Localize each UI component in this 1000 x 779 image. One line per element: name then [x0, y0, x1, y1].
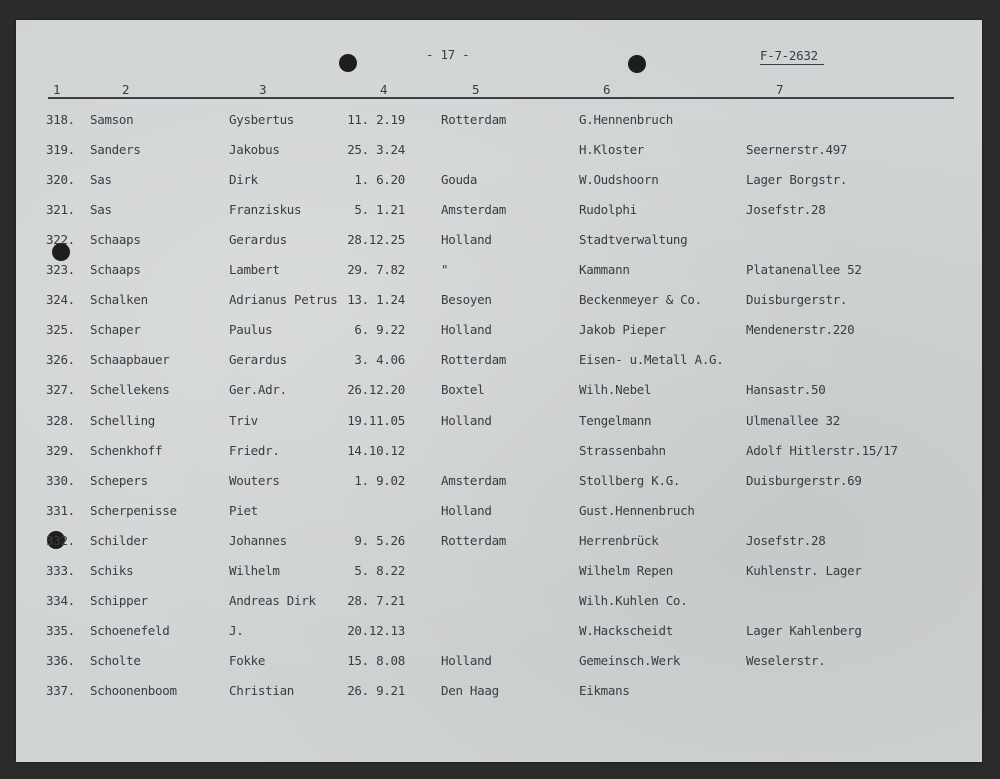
origin-cell: Rotterdam — [441, 532, 507, 548]
surname-cell: Schipper — [90, 592, 148, 608]
surname-cell: Schaper — [90, 322, 141, 338]
origin-cell: " — [441, 262, 449, 278]
employer-cell: Rudolphi — [579, 202, 637, 218]
table-row — [16, 503, 982, 523]
given-name-cell: Andreas Dirk — [229, 592, 316, 608]
surname-cell: Schaapbauer — [90, 352, 170, 368]
birth-date-cell: 1. 6.20 — [354, 172, 405, 188]
entry-number-cell: 323. — [46, 262, 75, 278]
address-cell: Josefstr.28 — [746, 532, 826, 548]
given-name-cell: Wouters — [229, 472, 280, 488]
column-header-4: 4 — [380, 82, 388, 97]
surname-cell: Schellekens — [90, 382, 170, 398]
birth-date-cell: 3. 4.06 — [354, 352, 405, 368]
given-name-cell: Wilhelm — [229, 562, 280, 578]
page-label: - 17 - — [426, 47, 470, 62]
entry-number-cell: 331. — [46, 502, 75, 518]
address-cell: Mendenerstr.220 — [746, 322, 855, 338]
birth-date-cell: 29. 7.82 — [347, 262, 405, 278]
employer-cell: W.Hackscheidt — [579, 622, 673, 638]
employer-cell: Gemeinsch.Werk — [579, 652, 681, 668]
origin-cell: Rotterdam — [441, 352, 507, 368]
entry-number-cell: 324. — [46, 292, 75, 308]
table-row — [16, 443, 982, 463]
table-row — [16, 623, 982, 643]
employer-cell: Eisen- u.Metall A.G. — [579, 352, 724, 368]
column-header-6: 6 — [603, 82, 611, 97]
surname-cell: Scherpenisse — [90, 502, 177, 518]
employer-cell: Kammann — [579, 262, 630, 278]
given-name-cell: Johannes — [229, 532, 287, 548]
table-row — [16, 142, 982, 162]
address-cell: Adolf Hitlerstr.15/17 — [746, 442, 898, 458]
given-name-cell: J. — [229, 622, 244, 638]
employer-cell: Herrenbrück — [579, 532, 659, 548]
surname-cell: Scholte — [90, 652, 141, 668]
origin-cell: Holland — [441, 322, 492, 338]
address-cell: Duisburgerstr. — [746, 292, 848, 308]
entry-number-cell: 325. — [46, 322, 75, 338]
origin-cell: Gouda — [441, 172, 478, 188]
entry-number-cell: 336. — [46, 652, 75, 668]
address-cell: Hansastr.50 — [746, 382, 826, 398]
employer-cell: Wilh.Nebel — [579, 382, 652, 398]
given-name-cell: Dirk — [229, 172, 258, 188]
origin-cell: Boxtel — [441, 382, 485, 398]
table-row — [16, 202, 982, 222]
address-cell: Platanenallee 52 — [746, 262, 862, 278]
surname-cell: Schilder — [90, 532, 148, 548]
table-row — [16, 292, 982, 312]
birth-date-cell: 14.10.12 — [347, 442, 405, 458]
entry-number-cell: 329. — [46, 442, 75, 458]
employer-cell: Strassenbahn — [579, 442, 666, 458]
punch-hole-top-right — [628, 55, 646, 73]
address-cell: Seernerstr.497 — [746, 142, 848, 158]
table-row — [16, 172, 982, 192]
birth-date-cell: 28.12.25 — [347, 232, 405, 248]
given-name-cell: Gerardus — [229, 232, 287, 248]
table-row — [16, 382, 982, 402]
surname-cell: Sas — [90, 202, 112, 218]
entry-number-cell: 328. — [46, 412, 75, 428]
table-row — [16, 473, 982, 493]
address-cell: Lager Borgstr. — [746, 172, 848, 188]
surname-cell: Schalken — [90, 292, 148, 308]
employer-cell: Jakob Pieper — [579, 322, 666, 338]
given-name-cell: Friedr. — [229, 442, 280, 458]
origin-cell: Besoyen — [441, 292, 492, 308]
entry-number-cell: 334. — [46, 592, 75, 608]
table-row — [16, 653, 982, 673]
table-row — [16, 413, 982, 433]
table-row — [16, 533, 982, 553]
table-row — [16, 232, 982, 252]
entry-number-cell: 332. — [46, 532, 75, 548]
origin-cell: Den Haag — [441, 682, 499, 698]
origin-cell: Amsterdam — [441, 202, 507, 218]
entry-number-cell: 320. — [46, 172, 75, 188]
address-cell: Duisburgerstr.69 — [746, 472, 862, 488]
given-name-cell: Gysbertus — [229, 112, 295, 127]
given-name-cell: Paulus — [229, 322, 273, 338]
table-row — [16, 112, 982, 132]
employer-cell: Tengelmann — [579, 412, 652, 428]
given-name-cell: Ger.Adr. — [229, 382, 287, 398]
address-cell: Weselerstr. — [746, 652, 826, 668]
given-name-cell: Triv — [229, 412, 258, 428]
table-row — [16, 322, 982, 342]
surname-cell: Schoonenboom — [90, 682, 177, 698]
birth-date-cell: 15. 8.08 — [347, 652, 405, 668]
entry-number-cell: 319. — [46, 142, 75, 158]
punch-hole-top-left — [339, 54, 357, 72]
birth-date-cell: 26. 9.21 — [347, 682, 405, 698]
column-header-2: 2 — [122, 82, 130, 97]
reference-underline — [760, 64, 824, 65]
surname-cell: Schiks — [90, 562, 134, 578]
entry-number-cell: 318. — [46, 112, 75, 127]
birth-date-cell: 1. 9.02 — [354, 472, 405, 488]
column-header-3: 3 — [259, 82, 267, 97]
entry-number-cell: 321. — [46, 202, 75, 218]
surname-cell: Schenkhoff — [90, 442, 163, 458]
origin-cell: Amsterdam — [441, 472, 507, 488]
surname-cell: Samson — [90, 112, 134, 127]
address-cell: Kuhlenstr. Lager — [746, 562, 862, 578]
origin-cell: Rotterdam — [441, 112, 507, 127]
table-row — [16, 683, 982, 703]
given-name-cell: Fokke — [229, 652, 266, 668]
address-cell: Lager Kahlenberg — [746, 622, 862, 638]
birth-date-cell: 28. 7.21 — [347, 592, 405, 608]
given-name-cell: Gerardus — [229, 352, 287, 368]
origin-cell: Holland — [441, 652, 492, 668]
entry-number-cell: 333. — [46, 562, 75, 578]
surname-cell: Schaaps — [90, 262, 141, 278]
employer-cell: Wilh.Kuhlen Co. — [579, 592, 688, 608]
origin-cell: Holland — [441, 502, 492, 518]
entry-number-cell: 337. — [46, 682, 75, 698]
entry-number-cell: 327. — [46, 382, 75, 398]
origin-cell: Holland — [441, 412, 492, 428]
entry-number-cell: 322. — [46, 232, 75, 248]
birth-date-cell: 5. 1.21 — [354, 202, 405, 218]
table-row — [16, 593, 982, 613]
column-header-1: 1 — [53, 82, 61, 97]
employer-cell: Gust.Hennenbruch — [579, 502, 695, 518]
table-row — [16, 352, 982, 372]
birth-date-cell: 11. 2.19 — [347, 112, 405, 127]
address-cell: Ulmenallee 32 — [746, 412, 840, 428]
table-row — [16, 563, 982, 583]
surname-cell: Sas — [90, 172, 112, 188]
surname-cell: Schelling — [90, 412, 156, 428]
birth-date-cell: 6. 9.22 — [354, 322, 405, 338]
birth-date-cell: 9. 5.26 — [354, 532, 405, 548]
employer-cell: Stadtverwaltung — [579, 232, 688, 248]
employer-cell: G.Hennenbruch — [579, 112, 673, 127]
origin-cell: Holland — [441, 232, 492, 248]
surname-cell: Schepers — [90, 472, 148, 488]
table-row — [16, 262, 982, 282]
birth-date-cell: 25. 3.24 — [347, 142, 405, 158]
given-name-cell: Piet — [229, 502, 258, 518]
employer-cell: Eikmans — [579, 682, 630, 698]
given-name-cell: Christian — [229, 682, 295, 698]
employer-cell: Wilhelm Repen — [579, 562, 673, 578]
column-header-5: 5 — [472, 82, 480, 97]
given-name-cell: Franziskus — [229, 202, 302, 218]
document-sheet — [16, 20, 982, 762]
given-name-cell: Jakobus — [229, 142, 280, 158]
birth-date-cell: 19.11.05 — [347, 412, 405, 428]
birth-date-cell: 5. 8.22 — [354, 562, 405, 578]
surname-cell: Schaaps — [90, 232, 141, 248]
entry-number-cell: 335. — [46, 622, 75, 638]
header-rule — [48, 97, 954, 99]
given-name-cell: Adrianus Petrus — [229, 292, 338, 308]
given-name-cell: Lambert — [229, 262, 280, 278]
surname-cell: Sanders — [90, 142, 141, 158]
birth-date-cell: 20.12.13 — [347, 622, 405, 638]
employer-cell: Stollberg K.G. — [579, 472, 681, 488]
document-reference: F-7-2632 — [760, 48, 818, 63]
address-cell: Josefstr.28 — [746, 202, 826, 218]
employer-cell: H.Kloster — [579, 142, 645, 158]
birth-date-cell: 13. 1.24 — [347, 292, 405, 308]
employer-cell: Beckenmeyer & Co. — [579, 292, 702, 308]
entry-number-cell: 330. — [46, 472, 75, 488]
column-header-7: 7 — [776, 82, 784, 97]
surname-cell: Schoenefeld — [90, 622, 170, 638]
birth-date-cell: 26.12.20 — [347, 382, 405, 398]
entry-number-cell: 326. — [46, 352, 75, 368]
employer-cell: W.Oudshoorn — [579, 172, 659, 188]
